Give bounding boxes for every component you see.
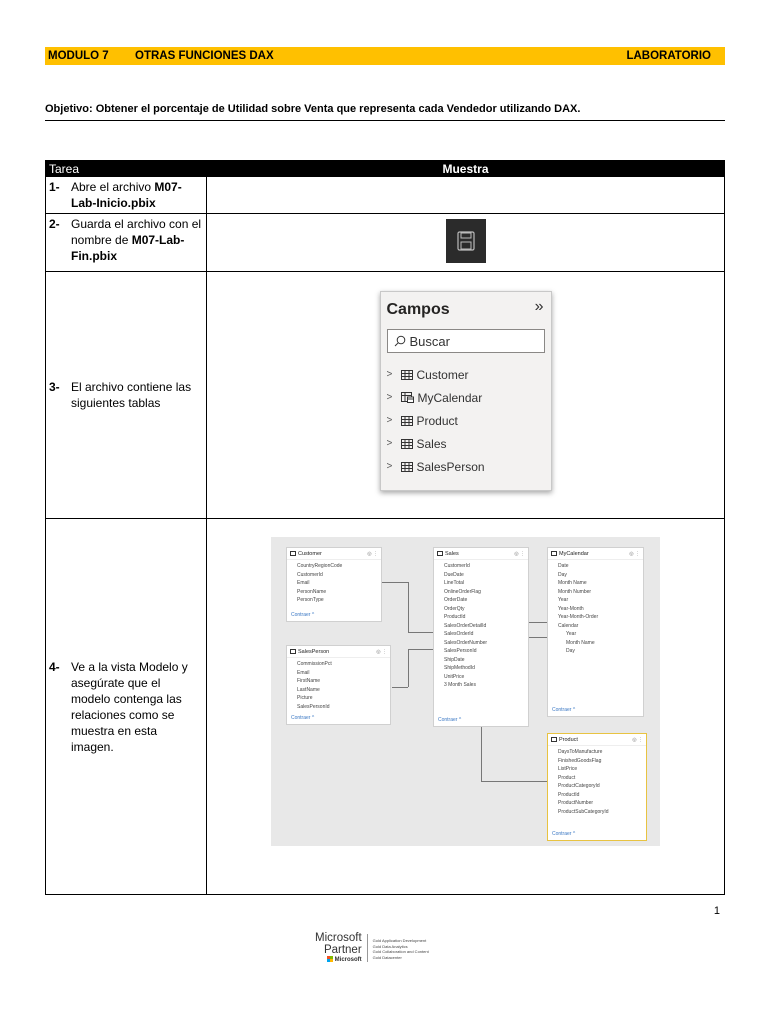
field-table-name: Sales <box>416 436 447 451</box>
model-field: Month Name <box>558 580 587 586</box>
competency-item: Gold Collaboration and Content <box>372 949 429 954</box>
model-table-title: Sales <box>445 550 459 557</box>
model-field: Year-Month-Order <box>558 614 599 620</box>
column-header-sample: Muestra <box>207 161 725 177</box>
competency-item: Gold Data Analytics <box>372 943 408 949</box>
model-field: Email <box>297 669 310 676</box>
relationship-line <box>481 781 547 782</box>
fields-pane-title: Campos <box>386 301 450 318</box>
relationship-line <box>408 649 409 687</box>
search-placeholder: Buscar <box>409 333 450 349</box>
model-field: OrderDate <box>444 597 468 603</box>
task-number: 4- <box>49 659 60 674</box>
eye-icon[interactable]: ◎ ⋮ <box>629 550 640 557</box>
model-field: PersonName <box>297 588 327 595</box>
table-icon <box>437 551 443 556</box>
model-table-title: Product <box>559 736 578 743</box>
model-view-screenshot <box>271 537 660 846</box>
model-table-customer[interactable] <box>286 547 382 622</box>
field-table-customer[interactable] <box>387 363 545 386</box>
field-table-name: Customer <box>416 367 469 382</box>
search-icon <box>394 335 406 347</box>
task-text <box>71 179 203 211</box>
model-field: Picture <box>297 695 313 701</box>
model-field: ShipDate <box>444 656 465 663</box>
task-text-plain: Guarda el archivo con el nombre de <box>71 217 202 247</box>
eye-icon[interactable]: ◎ ⋮ <box>632 736 643 743</box>
chevron-right-icon: > <box>386 461 393 472</box>
task-row-2 <box>46 214 725 272</box>
model-field: LineTotal <box>444 580 465 586</box>
module-title: OTRAS FUNCIONES DAX <box>135 50 274 62</box>
task-row-4 <box>46 519 725 895</box>
table-icon <box>401 462 413 472</box>
microsoft-logo-icon <box>327 956 333 962</box>
chevron-right-icon: > <box>386 415 393 426</box>
model-field: OrderQty <box>444 605 465 612</box>
model-field: Product <box>558 774 576 781</box>
competency-item: Gold Datacenter <box>372 954 402 960</box>
model-field: Date <box>558 563 569 569</box>
field-table-sales[interactable] <box>387 432 545 455</box>
model-field: ProductId <box>444 614 466 620</box>
relationship-line <box>408 582 409 632</box>
logo-divider <box>367 934 368 962</box>
collapse-pane-icon[interactable]: » <box>534 298 544 315</box>
microsoft-partner-logo <box>315 932 429 965</box>
model-field: CustomerId <box>444 563 470 569</box>
model-field: SalesPersonId <box>297 703 330 710</box>
model-field: CountryRegionCode <box>297 563 343 569</box>
model-field: FirstName <box>297 678 321 684</box>
task-filename: M07-Lab-Inicio.pbix <box>71 180 182 210</box>
eye-icon[interactable]: ◎ ⋮ <box>376 648 387 655</box>
field-table-mycalendar[interactable] <box>387 386 545 409</box>
module-header-bar <box>45 47 725 65</box>
task-row-1 <box>46 177 725 214</box>
relationship-line <box>392 687 408 688</box>
collapse-link[interactable]: Contraer ^ <box>438 717 462 723</box>
table-icon <box>401 416 413 426</box>
relationship-line <box>481 727 482 781</box>
fields-search-input[interactable] <box>387 329 545 353</box>
relationship-line <box>382 582 408 583</box>
model-field: Year-Month <box>558 605 584 612</box>
model-field: Calendar <box>558 622 579 629</box>
model-field: OnlineOrderFlag <box>444 588 481 595</box>
task-text: Ve a la vista Modelo y asegúrate que el modelo contenga las relaciones como se muestra en esta imagen. <box>71 659 188 754</box>
task-filename: M07-Lab-Fin.pbix <box>71 233 185 263</box>
collapse-link[interactable]: Contraer ^ <box>291 612 315 618</box>
collapse-link[interactable]: Contraer ^ <box>291 715 315 721</box>
eye-icon[interactable]: ◎ ⋮ <box>514 550 525 557</box>
model-field: DueDate <box>444 571 464 578</box>
relationship-line <box>529 622 547 623</box>
model-field: Day <box>566 648 575 654</box>
competency-list <box>373 938 429 960</box>
task-number: 2- <box>49 217 60 231</box>
model-field: SalesOrderNumber <box>444 639 488 646</box>
sample-cell-empty <box>207 177 725 214</box>
brand-line: Partner <box>323 944 362 956</box>
model-field: 3 Month Sales <box>444 682 476 688</box>
model-table-mycalendar[interactable] <box>547 547 644 717</box>
table-icon <box>401 370 413 380</box>
calendar-table-icon <box>551 551 557 556</box>
task-table <box>45 160 725 895</box>
model-field: SalesOrderDetailId <box>444 622 487 629</box>
model-field: Year <box>566 631 577 637</box>
model-table-product[interactable] <box>547 733 647 841</box>
model-field: Month Number <box>558 588 592 595</box>
model-field: CustomerId <box>297 571 323 578</box>
save-icon <box>446 219 486 263</box>
table-icon <box>401 439 413 449</box>
relationship-line <box>408 649 433 650</box>
model-field: ProductSubCategoryId <box>558 808 609 815</box>
collapse-link[interactable]: Contraer ^ <box>552 831 576 837</box>
model-table-title: Customer <box>298 550 322 557</box>
collapse-link[interactable]: Contraer ^ <box>552 707 576 713</box>
model-field: Email <box>297 580 310 586</box>
model-field: UnitPrice <box>444 673 465 680</box>
model-field: DaysToManufacture <box>558 749 603 755</box>
field-table-salesperson[interactable] <box>387 455 545 478</box>
model-field: Year <box>558 597 569 603</box>
model-table-title: SalesPerson <box>298 648 330 655</box>
brand-line: Microsoft <box>334 957 362 963</box>
table-icon <box>290 649 296 654</box>
model-field: SalesPersonId <box>444 648 477 654</box>
objective-divider <box>45 120 725 121</box>
eye-icon[interactable]: ◎ ⋮ <box>367 550 378 557</box>
calendar-table-icon <box>401 392 414 403</box>
model-field: Day <box>558 571 567 578</box>
task-number: 3- <box>49 380 60 394</box>
model-table-sales[interactable] <box>433 547 529 727</box>
objective-text: Objetivo: Obtener el porcentaje de Utilidad sobre Venta que representa cada Vendedor utilizando DAX. <box>45 103 581 115</box>
floppy-disk-icon <box>457 231 475 251</box>
model-field: Month Name <box>566 639 595 646</box>
competency-item: Gold Application Development <box>372 938 427 943</box>
fields-table-list <box>387 363 545 478</box>
column-header-task: Tarea <box>46 161 207 177</box>
model-field: PersonType <box>297 597 324 603</box>
task-number: 1- <box>49 180 60 194</box>
model-field: SalesOrderId <box>444 631 474 637</box>
page-number: 1 <box>713 905 720 917</box>
brand-line: Microsoft <box>315 932 362 944</box>
model-field: ProductNumber <box>558 800 594 806</box>
model-field: CommissionPct <box>297 661 332 667</box>
model-table-title: MyCalendar <box>559 550 589 557</box>
table-icon <box>551 737 557 742</box>
lab-label: LABORATORIO <box>626 50 711 62</box>
field-table-name: SalesPerson <box>416 459 485 474</box>
model-field: LastName <box>297 686 320 693</box>
table-icon <box>290 551 296 556</box>
model-table-salesperson[interactable] <box>286 645 391 725</box>
chevron-right-icon: > <box>386 392 393 403</box>
model-field: ProductCategoryId <box>558 783 600 789</box>
fields-pane <box>380 291 552 491</box>
field-table-name: Product <box>416 413 458 428</box>
task-text: El archivo contiene las siguientes tablas <box>71 380 192 410</box>
model-field: ListPrice <box>558 766 578 772</box>
chevron-right-icon: > <box>386 369 393 380</box>
model-field: ShipMethodId <box>444 665 475 671</box>
field-table-name: MyCalendar <box>417 390 483 405</box>
model-field: ProductId <box>558 791 580 798</box>
relationship-line <box>529 637 547 638</box>
module-number: MODULO 7 <box>48 50 109 62</box>
field-table-product[interactable] <box>387 409 545 432</box>
chevron-right-icon: > <box>386 438 393 449</box>
relationship-line <box>408 632 433 633</box>
task-text <box>71 216 203 264</box>
model-field: FinishedGoodsFlag <box>558 757 602 764</box>
task-text-plain: Abre el archivo <box>71 180 155 194</box>
task-row-3 <box>46 272 725 519</box>
